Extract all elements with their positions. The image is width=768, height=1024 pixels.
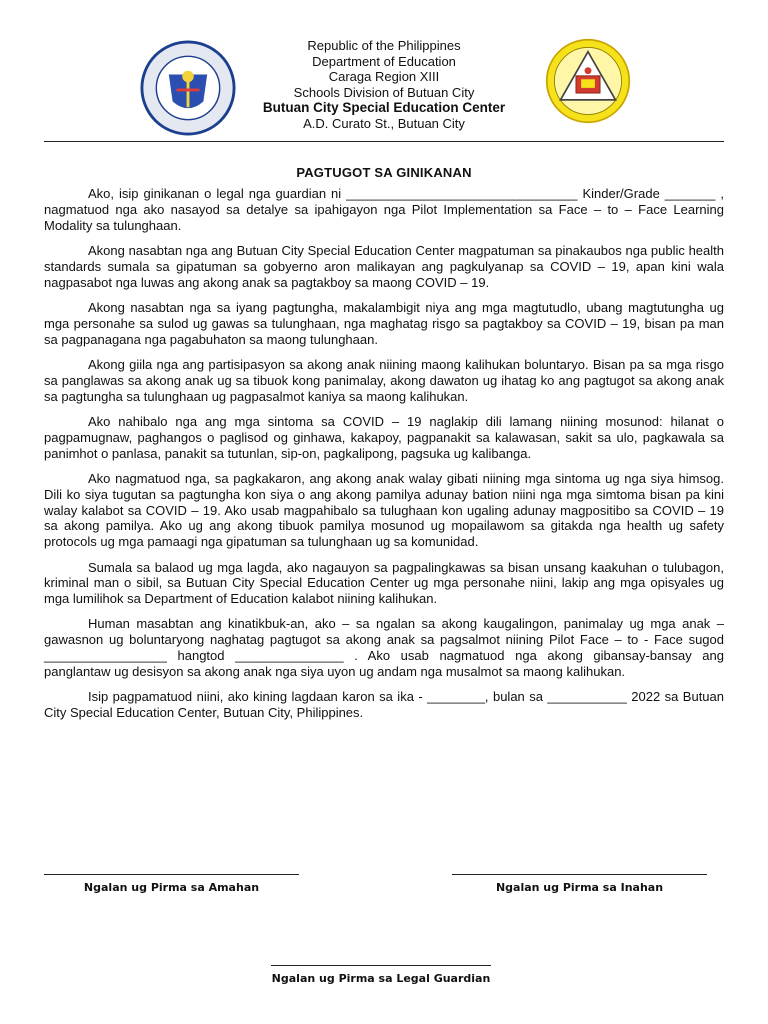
signature-line bbox=[44, 874, 299, 875]
document-title: PAGTUGOT SA GINIKANAN bbox=[296, 165, 472, 180]
paragraph: Ako nagmatuod nga, sa pagkakaron, ang akong anak walay gibati niining mga sintoma ug nga siya himsog. Dili ko siya tugutan sa pagtungha kon siya o ang akong pamilya adunay bation niini nga mga simtoma bisan pa kini walay kalabot sa COVID – 19. Ako usab magpahibalo sa tulughaan kon ugaling adunay magpositibo sa COVID – 19 sa akong pamilya. Ako ug ang akong tibuok pamilya mosunod ug mopailawom sa gitakda nga health ug safety protocols ug mga pamaagi nga gipatuman sa tulunghaan ug sa komunidad. bbox=[44, 470, 724, 550]
department-line: Department of Education bbox=[312, 53, 456, 69]
division-line: Schools Division of Butuan City bbox=[293, 84, 475, 100]
header-divider bbox=[44, 141, 724, 142]
guardian-signature-label: Ngalan ug Pirma sa Legal Guardian bbox=[271, 972, 491, 985]
mother-signature-block bbox=[452, 874, 707, 894]
region-line: Caraga Region XIII bbox=[328, 69, 440, 84]
paragraph: Ako, isip ginikanan o legal nga guardian ni ________________________________ Kinder/Grade _______ , nagmatuod nga ako nasayod sa detalye sa ipahigayon nga Pilot Implementation sa Face – to – Face Learning Modality sa tulunghaan. bbox=[44, 186, 724, 233]
republic-line: Republic of the Philippines bbox=[307, 38, 461, 53]
school-seal-icon bbox=[545, 38, 631, 124]
school-address: A.D. Curato St., Butuan City bbox=[303, 115, 465, 131]
consent-body bbox=[44, 186, 724, 730]
signature-line bbox=[271, 965, 491, 966]
paragraph: Ako nahibalo nga ang mga sintoma sa COVID – 19 naglakip dili lamang niining mosunod: hilanat o pagpamugnaw, paghangos o paglisod og ginhawa, kakapoy, pagpanakit sa kalawasan, sakit sa ulo, pagkawala sa panimhot o panlasa, panakit sa tutunlan, sip-on, pagkalipong, pagsuka ug kalibanga. bbox=[44, 413, 724, 461]
letterhead-text bbox=[200, 38, 568, 131]
father-signature-label: Ngalan ug Pirma sa Amahan bbox=[83, 881, 260, 894]
father-signature-block bbox=[44, 874, 299, 894]
mother-signature-label: Ngalan ug Pirma sa Inahan bbox=[495, 881, 664, 894]
school-name: Butuan City Special Education Center bbox=[262, 100, 506, 115]
paragraph: Isip pagpamatuod niini, ako kining lagdaan karon sa ika - ________, bulan sa ___________ 2022 sa Butuan City Special Education Center, Butuan City, Philippines. bbox=[44, 689, 724, 721]
signature-line bbox=[452, 874, 707, 875]
paragraph: Akong nasabtan nga ang Butuan City Special Education Center magpatuman sa pinakaubos nga public health standards sumala sa gipatuman sa gobyerno aron malikayan ang pagkulyanap sa COVID – 19, apan kini wala nagpasabot nga luwas ang akong anak sa pagtakboy sa maong COVID – 19. bbox=[44, 242, 724, 290]
letterhead bbox=[0, 38, 768, 138]
paragraph: Sumala sa balaod ug mga lagda, ako nagauyon sa pagpalingkawas sa bisan unsang kaakuhan o tulubagon, kriminal man o sibil, sa Butuan City Special Education Center ug mga personahe niini, lakip ang mga opisyales ug mga lumilihok sa Department of Education kalabot niining kalihukan. bbox=[44, 559, 724, 607]
paragraph: Human masabtan ang kinatikbuk-an, ako – sa ngalan sa akong kaugalingon, panimalay ug mga anak – gawasnon ug boluntaryong naghatag pagtugot sa akong anak sa pagsalmot niining Pilot Face – to - Face sugod _________________ hangtod _______________ . Ako usab nagmatuod nga akong gibansay-bansay ang panglantaw ug desisyon sa akong anak nga siya uyon ug andam nga musalmot sa maong kalihukan. bbox=[44, 616, 724, 679]
guardian-signature-block bbox=[271, 965, 491, 985]
paragraph: Akong giila nga ang partisipasyon sa akong anak niining maong kalihukan boluntaryo. Bisan pa sa mga risgo sa panglawas sa akong anak ug sa tibuok kong panimalay, akong dawaton ug ihatag ko ang pagtugot sa akong anak sa pagtungha sa tulunghaan ug pagpasalmot kaniya sa maong kalihukan. bbox=[44, 356, 724, 404]
paragraph: Akong nasabtan nga sa iyang pagtungha, makalambigit niya ang mga magtutudlo, ubang magtutungha ug mga personahe sa sulod ug gawas sa tulunghaan, nga maghatag risgo sa pagtakboy sa COVID – 19, bisan pa man sa pagpanagana nga pagabuhaton sa maong tulunghaan. bbox=[44, 299, 724, 347]
